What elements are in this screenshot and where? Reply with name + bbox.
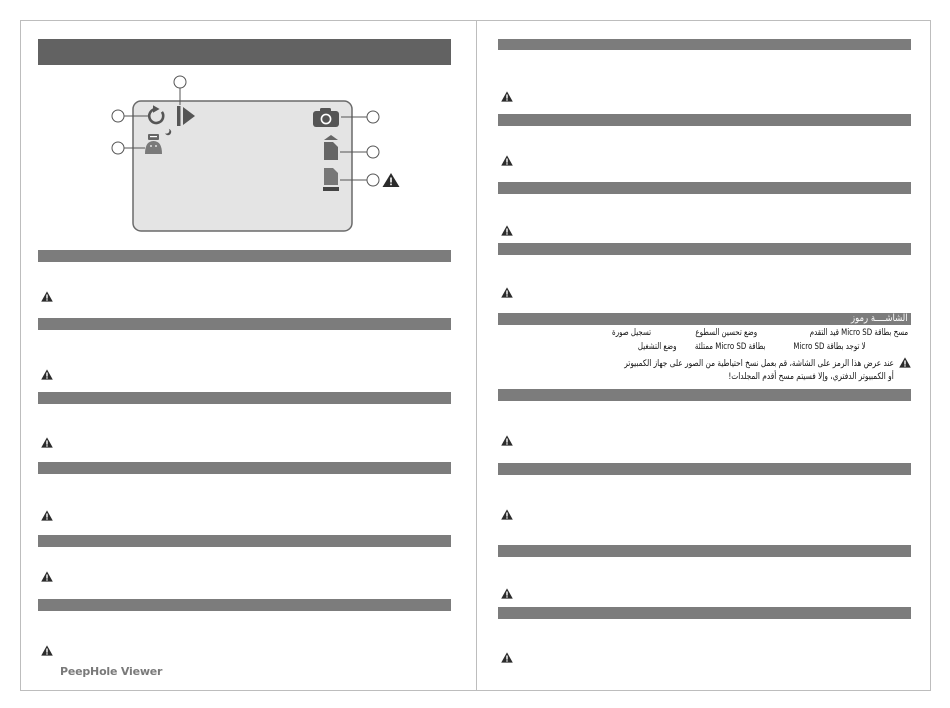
section-bar [38,318,451,330]
icon-label-sd-full: بطاقة Micro SD ممتلئة [694,342,765,352]
section-bar [38,535,451,547]
section-bar [498,545,911,557]
icon-label-brightness: وضع تحسين السطوع [695,328,757,338]
warning-note-line: عند عرض هذا الرمز على الشاشة، قم بعمل نسخ احتياطية من الصور على جهاز الكمبيوتر [624,359,894,369]
section-bar-screen-icons [498,313,911,325]
section-bar [38,250,451,262]
page-header-bar [38,39,451,65]
warning-icon [41,291,53,302]
section-bar [38,599,451,611]
warning-icon [501,287,513,298]
section-title: الشاشــــة رموز [851,313,908,324]
warning-icon [501,155,513,166]
section-bar [38,392,451,404]
icon-label-playback: وضع التشغيل [637,342,676,352]
warning-icon [41,369,53,380]
warning-icon [501,91,513,102]
section-bar [498,243,911,255]
section-bar [498,389,911,401]
warning-icon [501,509,513,520]
warning-icon [383,173,400,187]
section-bar [498,39,911,50]
section-bar [498,607,911,619]
warning-icon [501,435,513,446]
screen-diagram [100,70,410,240]
warning-icon [41,645,53,656]
section-bar [498,114,911,126]
section-bar [498,463,911,475]
icon-label-no-sd: لا توجد بطاقة Micro SD [793,342,866,352]
warning-icon [41,437,53,448]
icon-label-photo: تسجيل صورة [611,328,651,338]
warning-icon [501,588,513,599]
icon-label-sd-formatting: مسح بطاقة Micro SD قيد التقدم [809,328,908,338]
section-bar [498,182,911,194]
warning-icon [501,652,513,663]
warning-icon [41,571,53,582]
warning-icon [899,357,911,368]
warning-icon [41,510,53,521]
sd-card-full-icon [324,135,338,160]
warning-note-line: أو الكمبيوتر الدفتري، وإلا فسيتم مسح أقدم المجلدات! [728,372,894,382]
section-bar [38,462,451,474]
warning-icon [501,225,513,236]
brand-logo: PeepHole Viewer [60,665,163,678]
